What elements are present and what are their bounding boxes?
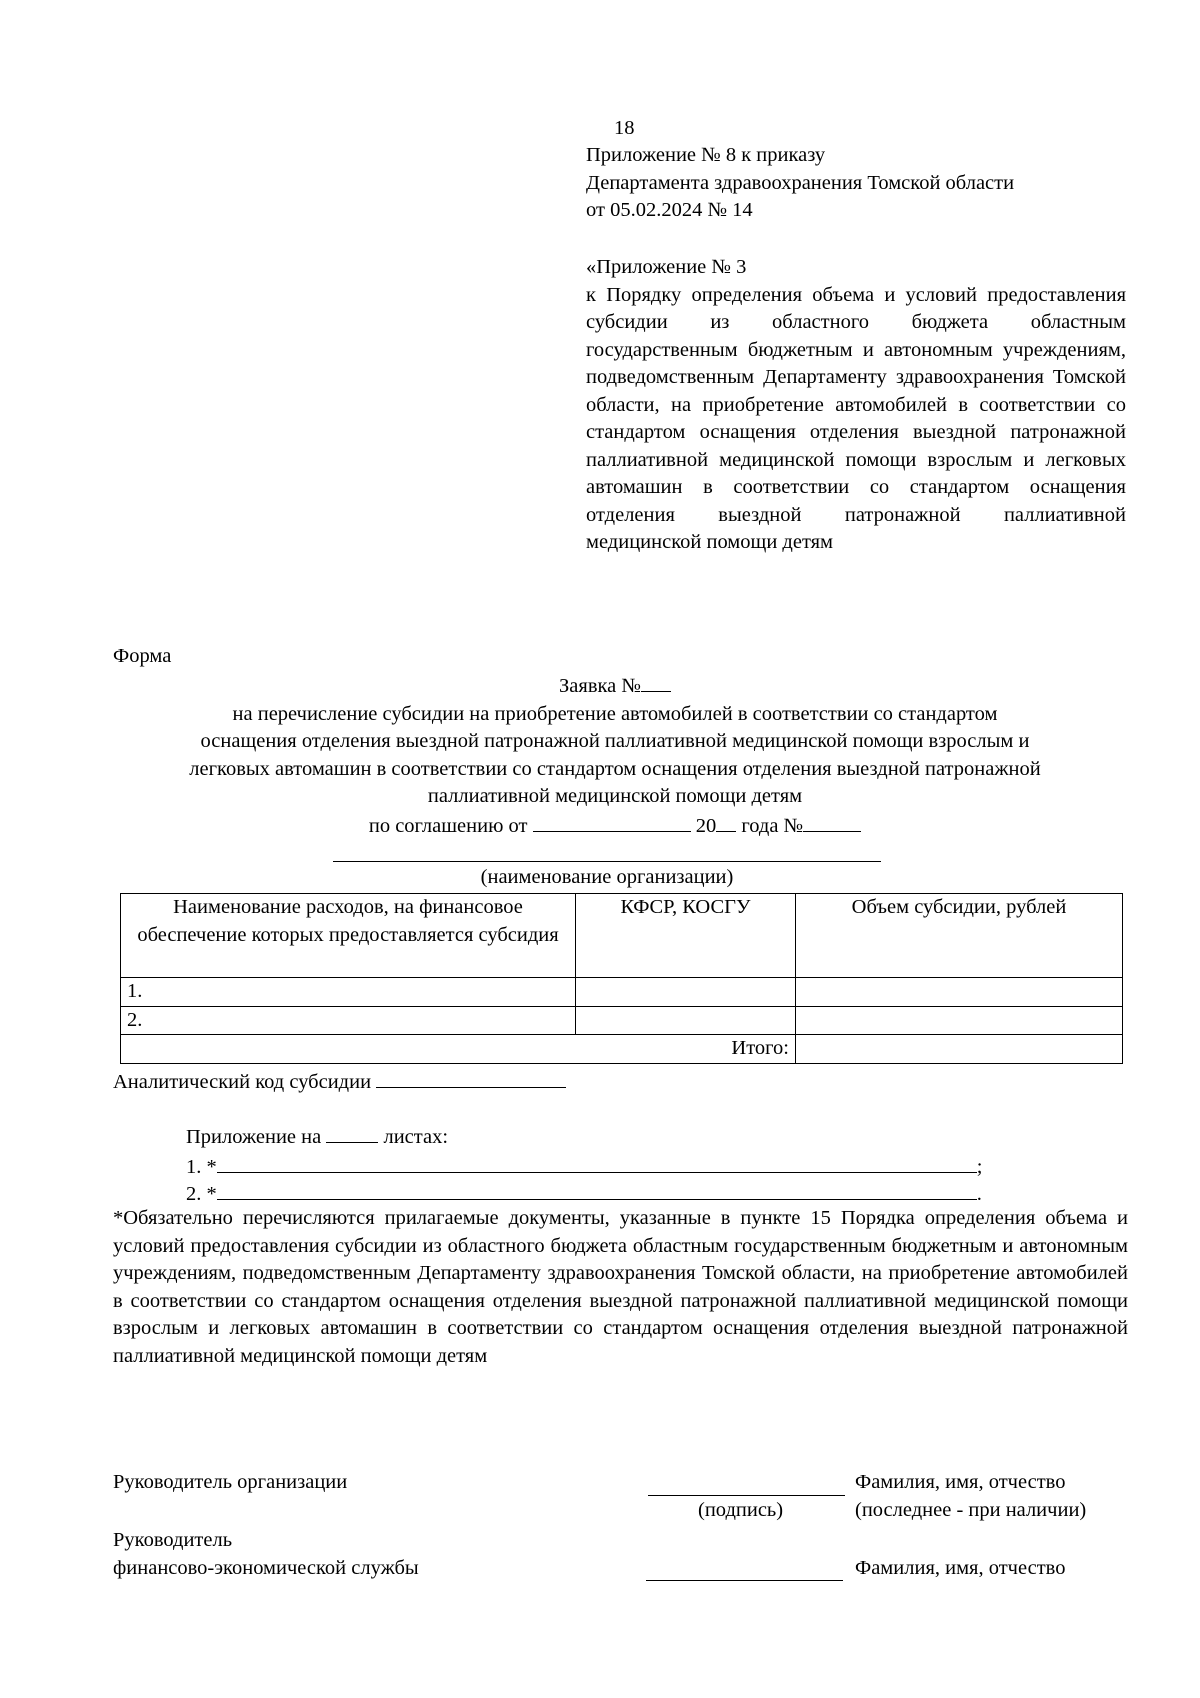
- total-label: Итого:: [121, 1035, 796, 1064]
- order-header-line2: Департамента здравоохранения Томской области: [586, 171, 1015, 194]
- agreement-line: [100, 811, 1130, 841]
- agreement-year: 20: [695, 814, 717, 837]
- finance-label-line1: Руководитель: [113, 1529, 233, 1551]
- head-fio-label: Фамилия, имя, отчество: [855, 1471, 1066, 1493]
- analytic-code-line: [113, 1067, 566, 1097]
- attachment-item: [186, 1177, 982, 1209]
- signature-caption: (подпись): [698, 1499, 784, 1521]
- head-label: Руководитель организации: [113, 1471, 348, 1493]
- application-subtitle-line4: паллиативной медицинской помощи детям: [427, 785, 803, 807]
- agreement-number-field[interactable]: [803, 811, 861, 832]
- expenses-table: [120, 893, 1123, 1064]
- table-total-row: [121, 1035, 1123, 1064]
- row-label: 1.: [121, 978, 576, 1007]
- form-label: Форма: [113, 645, 172, 667]
- attachment-item-end: .: [976, 1183, 982, 1205]
- row-amount-cell[interactable]: [796, 1006, 1123, 1035]
- application-title: Заявка №: [559, 675, 641, 697]
- attachment-item-field[interactable]: [217, 1177, 977, 1200]
- order-header-line1: Приложение № 8 к приказу: [586, 144, 826, 166]
- agreement-date-field[interactable]: [533, 811, 691, 832]
- application-heading: [100, 671, 1130, 840]
- attachment-suffix: листах:: [383, 1126, 449, 1148]
- annex-title: «Приложение № 3: [586, 256, 747, 278]
- row-kfsr-cell[interactable]: [576, 1006, 796, 1035]
- head-signature-field[interactable]: [648, 1495, 845, 1496]
- finance-label-line2: финансово-экономической службы: [113, 1557, 419, 1579]
- table-row: [121, 1006, 1123, 1035]
- application-subtitle-line3: легковых автомашин в соответствии со стандартом оснащения отделения выездной патронажной: [189, 757, 1041, 780]
- organization-caption: (наименование организации): [480, 866, 734, 888]
- page-number: 18: [614, 117, 635, 139]
- row-amount-cell[interactable]: [796, 978, 1123, 1007]
- header-expenses: Наименование расходов, на финансовое обеспечение которых предоставляется субсидия: [121, 894, 576, 978]
- header-kfsr: КФСР, КОСГУ: [576, 894, 796, 978]
- patronymic-note: (последнее - при наличии): [855, 1499, 1087, 1521]
- attachment-sheets-field[interactable]: [326, 1122, 378, 1143]
- row-label: 2.: [121, 1006, 576, 1035]
- row-kfsr-cell[interactable]: [576, 978, 796, 1007]
- attachment-item-field[interactable]: [217, 1150, 977, 1173]
- attachment-line: [186, 1122, 448, 1152]
- annex-body: к Порядку определения объема и условий предоставления субсидии из областного бюджета областным государственным бюджетным и автономным учреждениям, подведомственным Департаменту здравоохранения Томской области, на приобретение автомобилей в соответствии со стандартом оснащения отделения выездной патронажной паллиативной медицинской помощи взрослым и легковых автомашин в соответствии со стандартом оснащения отделения выездной патронажной паллиативной медицинской помощи детям: [586, 283, 1126, 553]
- agreement-suffix: года №: [741, 814, 804, 837]
- finance-signature-field[interactable]: [646, 1580, 843, 1581]
- header-amount: Объем субсидии, рублей: [796, 894, 1123, 978]
- application-number-field[interactable]: [641, 671, 671, 692]
- analytic-code-field[interactable]: [376, 1067, 566, 1088]
- attachment-item-label: 1. *: [186, 1156, 217, 1178]
- agreement-prefix: по соглашению от: [368, 814, 528, 837]
- agreement-year-field[interactable]: [716, 811, 736, 832]
- application-subtitle-line1: на перечисление субсидии на приобретение автомобилей в соответствии со стандартом: [232, 702, 998, 725]
- attachment-item-end: ;: [976, 1156, 983, 1178]
- application-subtitle-line2: оснащения отделения выездной патронажной паллиативной медицинской помощи взрослым и: [200, 730, 1030, 752]
- analytic-code-label: Аналитический код субсидии: [113, 1071, 372, 1093]
- total-value-cell[interactable]: [796, 1035, 1123, 1064]
- table-row: [121, 978, 1123, 1007]
- attachment-item-label: 2. *: [186, 1183, 217, 1205]
- order-header-line3: от 05.02.2024 № 14: [586, 199, 753, 221]
- footnote: *Обязательно перечисляются прилагаемые документы, указанные в пункте 15 Порядка определения объема и условий предоставления субсидии из областного бюджета областным государственным бюджетным и автономным учреждениям, подведомственным Департаменту здравоохранения Томской области, на приобретение автомобилей в соответствии со стандартом оснащения отделения выездной патронажной паллиативной медицинской помощи взрослым и легковых автомашин в соответствии со стандартом оснащения отделения выездной патронажной паллиативной медицинской помощи детям: [113, 1207, 1128, 1367]
- annex-header: [586, 254, 1126, 557]
- finance-fio-label: Фамилия, имя, отчество: [855, 1557, 1066, 1579]
- order-header: [586, 142, 1126, 225]
- organization-name-field[interactable]: [333, 861, 881, 862]
- table-header-row: [121, 894, 1123, 978]
- attachment-prefix: Приложение на: [186, 1126, 322, 1148]
